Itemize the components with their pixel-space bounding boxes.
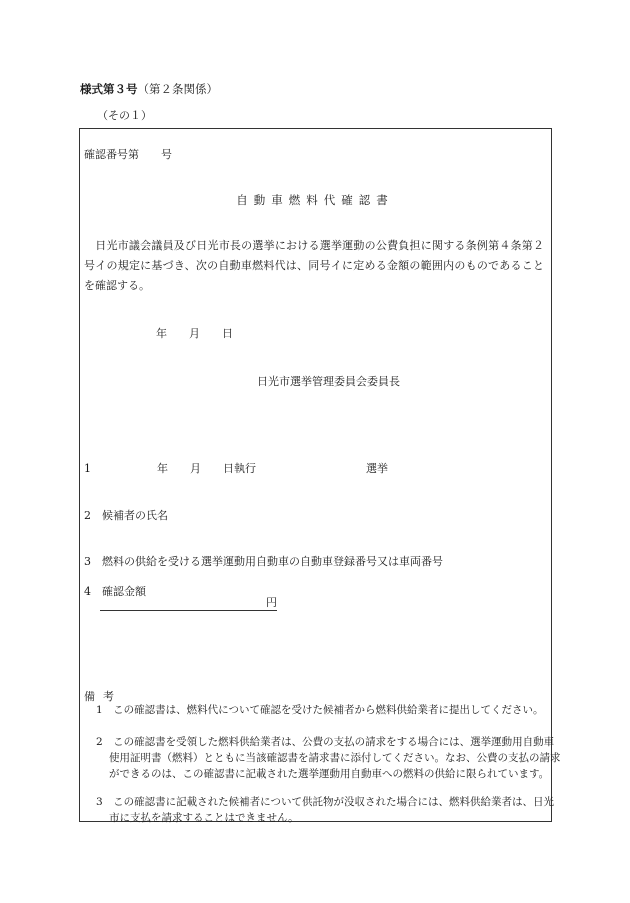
form-part: （その１） xyxy=(97,109,152,122)
note-3: 3 この確認書に記載された候補者について供託物が没収された場合には、燃料供給業者は、日光市に支払を請求することはできません。 xyxy=(96,796,554,824)
amount-unit: 円 xyxy=(266,596,277,609)
document-body xyxy=(84,236,544,296)
note-1: 1 この確認書は、燃料代について確認を受けた候補者から燃料供給業者に提出してください。 xyxy=(96,704,544,716)
note-2: 2 この確認書を受領した燃料供給業者は、公費の支払の請求をする場合には、選挙運動用自動車使用証明書（燃料）とともに当該確認書を請求書に添付してください。なお、公費の支払の請求ができるのは、この確認書に記載された選挙運動用自動車への燃料の供給に限られています。 xyxy=(96,736,561,780)
body-text: 日光市議会議員及び日光市長の選挙における選挙運動の公費負担に関する条例第４条第２号イの規定に基づき、次の自動車燃料代は、同号イに定める金額の範囲内のものであることを確認する。 xyxy=(84,239,545,292)
confirmation-number: 確認番号第 号 xyxy=(84,148,172,161)
item-election: 1 年 月 日執行 選挙 xyxy=(84,462,388,475)
form-number-label: 様式第３号 xyxy=(80,82,138,96)
notes-heading: 備考 xyxy=(84,690,122,703)
issuer: 日光市選挙管理委員会委員長 xyxy=(257,375,400,388)
document-title: 自動車燃料代確認書 xyxy=(236,193,394,207)
item-vehicle-number: 3 燃料の供給を受ける選挙運動用自動車の自動車登録番号又は車両番号 xyxy=(84,555,443,568)
item-confirmed-amount: 4 確認金額 xyxy=(84,585,146,598)
form-number xyxy=(80,81,218,97)
form-relation: （第２条関係） xyxy=(137,82,218,96)
date-line: 年 月 日 xyxy=(156,327,233,340)
item-candidate-name: 2 候補者の氏名 xyxy=(84,509,168,522)
amount-field xyxy=(100,596,277,611)
